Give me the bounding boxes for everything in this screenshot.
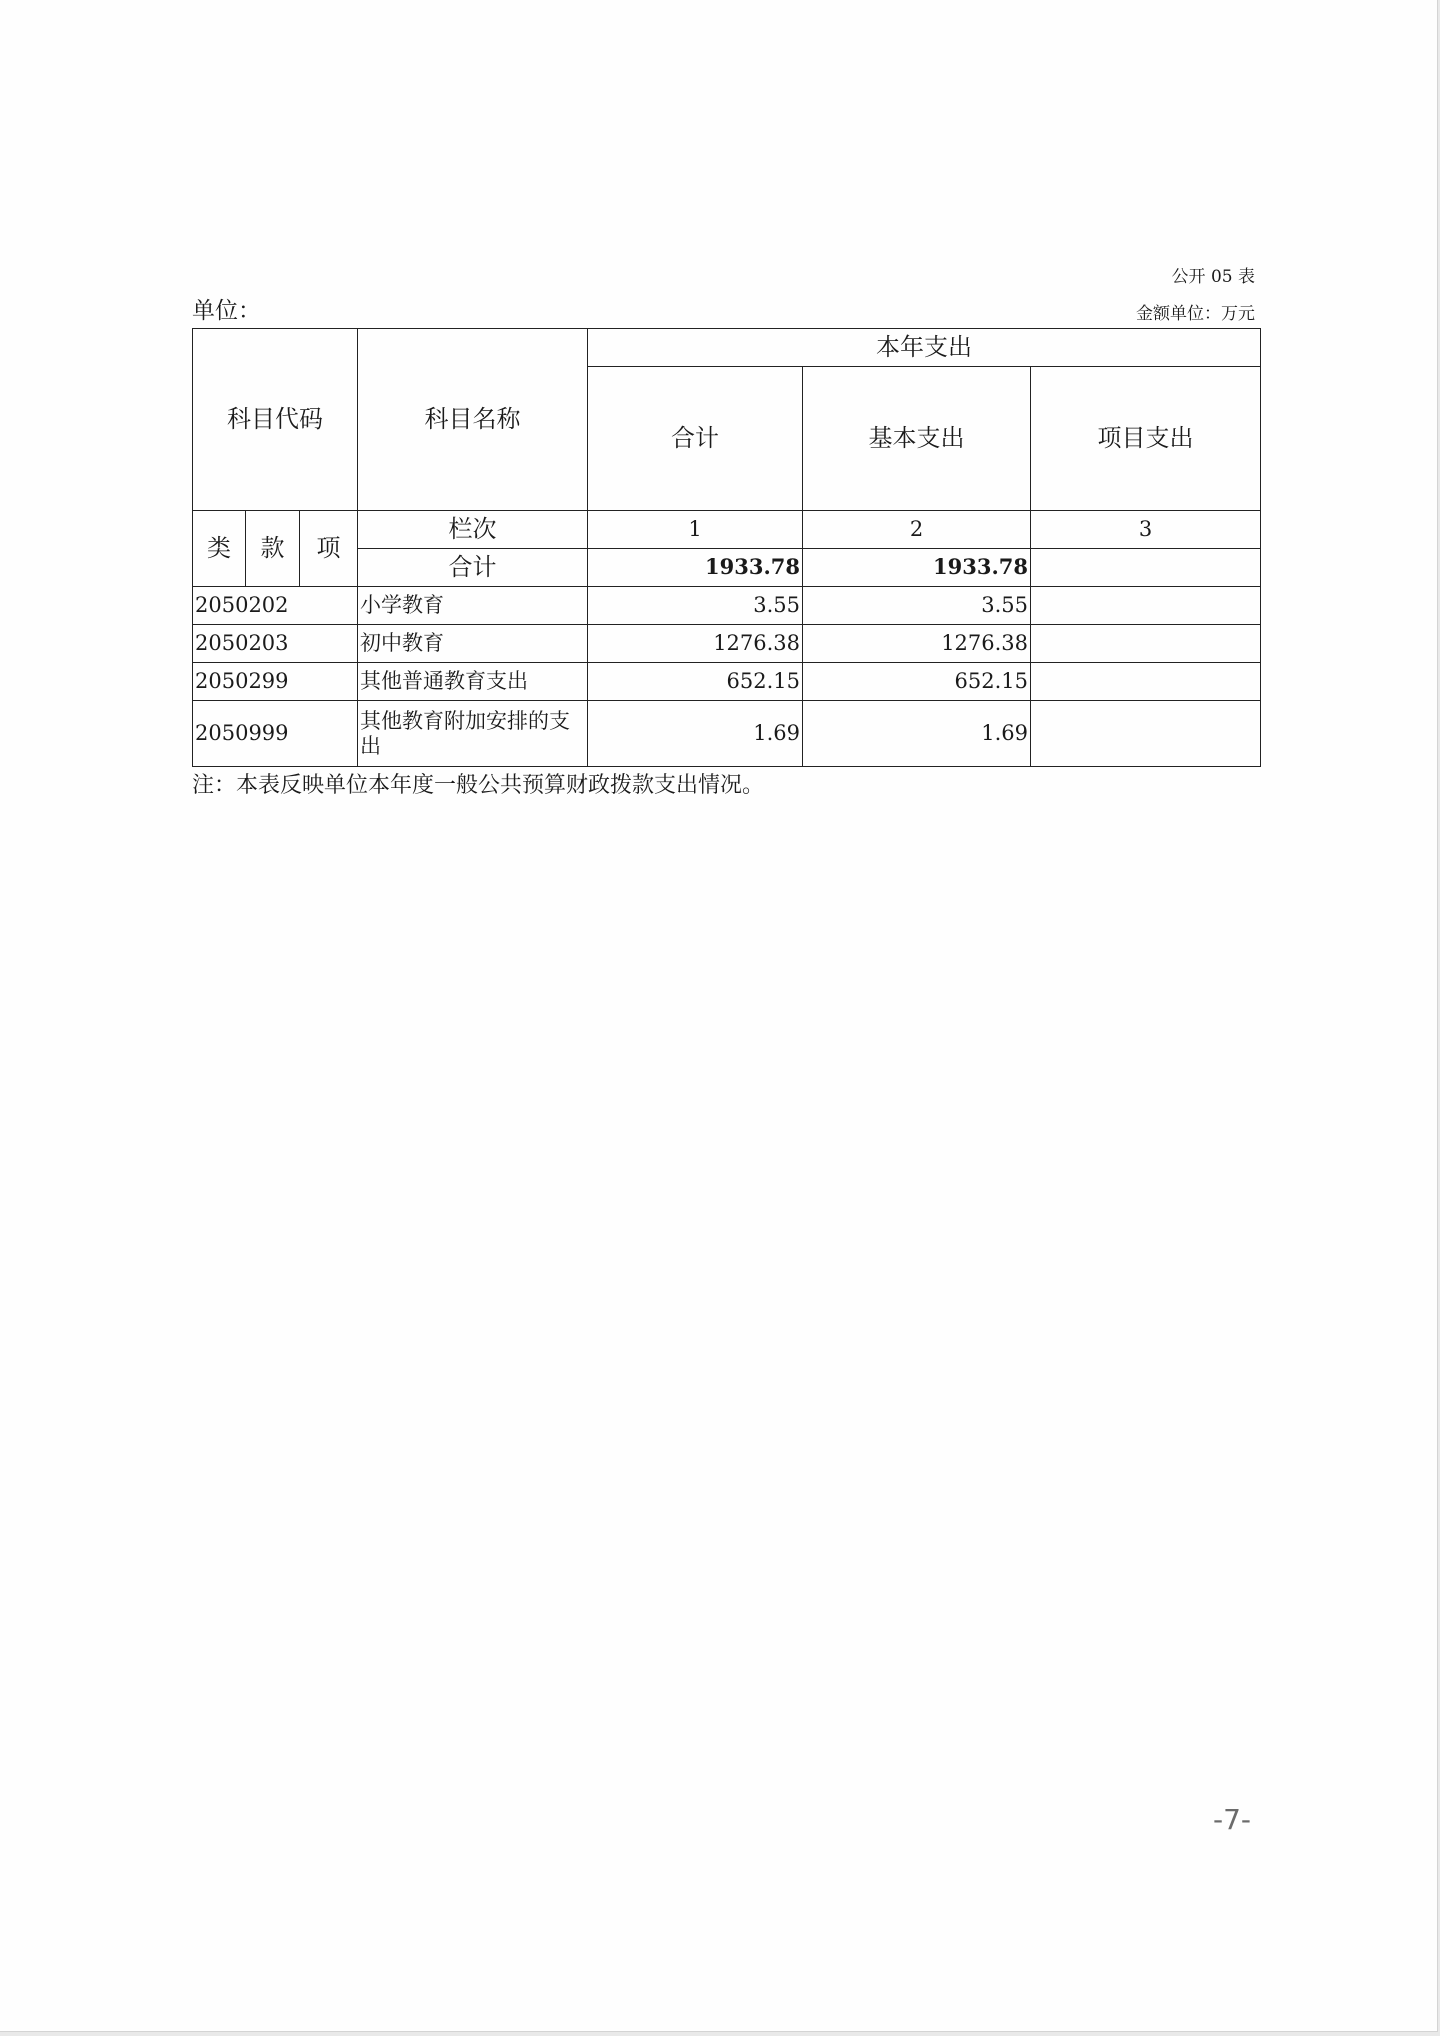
- table-code: 公开 05 表: [1171, 267, 1255, 287]
- row-code: 2050202: [193, 587, 358, 625]
- header-subject-code: 科目代码: [193, 329, 358, 511]
- total-row-basic: 1933.78: [803, 549, 1031, 587]
- row-basic: 1.69: [803, 701, 1031, 767]
- row-total: 1.69: [588, 701, 803, 767]
- row-name: 初中教育: [358, 625, 588, 663]
- total-row-total: 1933.78: [588, 549, 803, 587]
- amount-unit: 金额单位：万元: [1136, 304, 1255, 324]
- header-section: 款: [246, 511, 300, 587]
- header-project-expense: 项目支出: [1031, 367, 1261, 511]
- row-project: [1031, 625, 1261, 663]
- row-name: 小学教育: [358, 587, 588, 625]
- row-code: 2050299: [193, 663, 358, 701]
- header-basic-expense: 基本支出: [803, 367, 1031, 511]
- header-item: 项: [300, 511, 358, 587]
- column-number-3: 3: [1031, 511, 1261, 549]
- header-column-index: 栏次: [358, 511, 588, 549]
- row-basic: 652.15: [803, 663, 1031, 701]
- table-row: [193, 625, 1261, 663]
- row-name: 其他普通教育支出: [358, 663, 588, 701]
- row-total: 1276.38: [588, 625, 803, 663]
- expense-table: [192, 328, 1261, 767]
- column-number-2: 2: [803, 511, 1031, 549]
- table-row: [193, 663, 1261, 701]
- header-subject-name: 科目名称: [358, 329, 588, 511]
- table-row: [193, 701, 1261, 767]
- row-project: [1031, 663, 1261, 701]
- row-total: 3.55: [588, 587, 803, 625]
- row-basic: 3.55: [803, 587, 1031, 625]
- table-note: 注：本表反映单位本年度一般公共预算财政拨款支出情况。: [192, 773, 765, 798]
- row-basic: 1276.38: [803, 625, 1031, 663]
- row-project: [1031, 701, 1261, 767]
- unit-label: 单位：: [192, 298, 261, 324]
- row-code: 2050203: [193, 625, 358, 663]
- column-number-1: 1: [588, 511, 803, 549]
- page-number: -7-: [1212, 1803, 1251, 1836]
- row-name: 其他教育附加安排的支出: [358, 701, 588, 767]
- table-row: [193, 587, 1261, 625]
- row-code: 2050999: [193, 701, 358, 767]
- header-total: 合计: [588, 367, 803, 511]
- row-total: 652.15: [588, 663, 803, 701]
- header-class: 类: [193, 511, 246, 587]
- row-project: [1031, 587, 1261, 625]
- total-row-project: [1031, 549, 1261, 587]
- header-current-year-expense: 本年支出: [588, 329, 1261, 367]
- total-row-label: 合计: [358, 549, 588, 587]
